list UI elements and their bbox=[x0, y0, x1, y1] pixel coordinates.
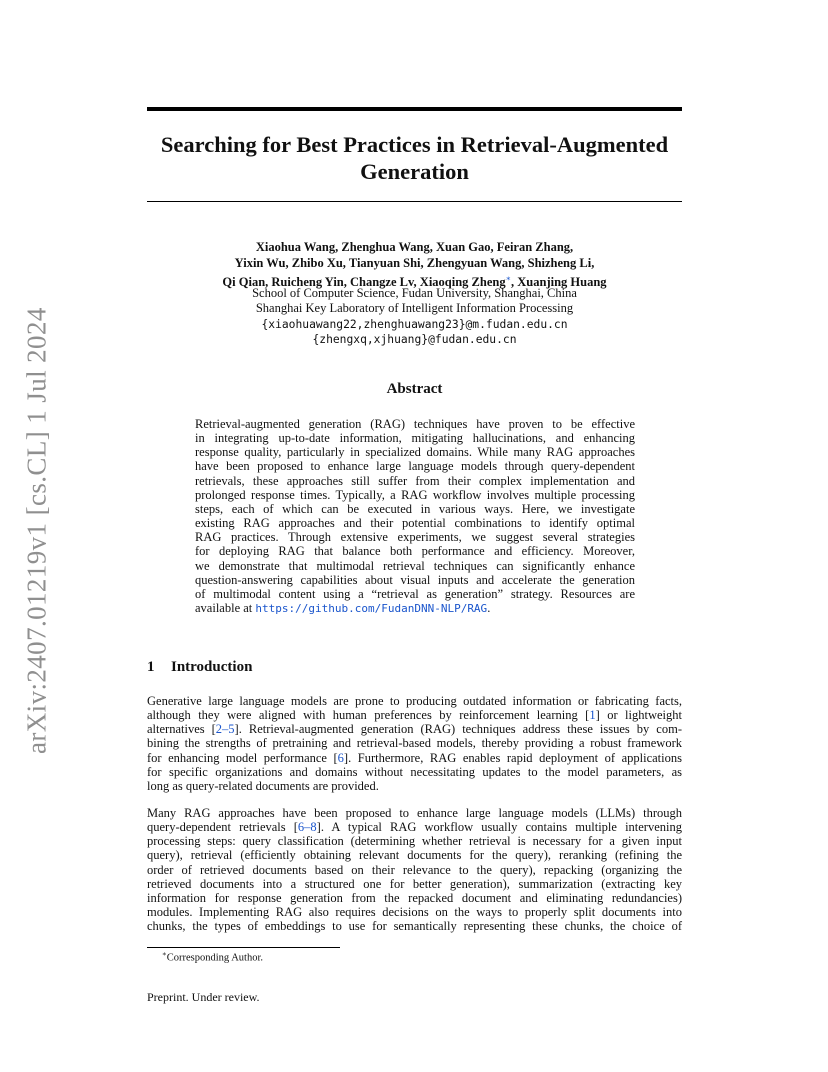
abstract-line: of multimodal content using a “retrieval as generation” strategy. Resources are bbox=[195, 586, 635, 601]
paragraph-line: Many RAG approaches have been proposed to enhance large language models (LLMs) through bbox=[147, 806, 682, 820]
paragraph-line: order of retrieved documents based on their relevance to the query), repacking (organizing the bbox=[147, 862, 682, 877]
affiliation-block bbox=[147, 286, 682, 348]
abstract-line: question-answering capabilities about visual inputs and accelerate the generation bbox=[195, 572, 635, 587]
paragraph-line: Generative large language models are prone to producing outdated information or fabricating facts, bbox=[147, 694, 682, 708]
paragraph-line: query), retrieval (efficiently obtaining relevant documents for the query), reranking (refining the bbox=[147, 848, 682, 863]
citation-link[interactable]: 2–5 bbox=[215, 722, 235, 737]
section-number: 1 bbox=[147, 659, 155, 675]
abstract-line: have been proposed to enhance large language models through query-dependent bbox=[195, 459, 635, 474]
arxiv-identifier: arXiv:2407.01219v1 [cs.CL] 1 Jul 2024 bbox=[21, 307, 52, 754]
abstract-heading: Abstract bbox=[386, 381, 443, 397]
intro-paragraph-1 bbox=[147, 694, 682, 793]
section-title: Introduction bbox=[171, 659, 253, 675]
affiliation-school: School of Computer Science, Fudan University, Shanghai, China bbox=[252, 286, 577, 300]
text-run: ]. Furthermore, RAG enables rapid deployment of applications bbox=[343, 750, 682, 765]
preprint-notice: Preprint. Under review. bbox=[147, 990, 260, 1004]
abstract-line: for deploying RAG that balance both performance and efficiency. Moreover, bbox=[195, 544, 635, 559]
github-link[interactable]: https://github.com/FudanDNN-NLP/RAG bbox=[255, 602, 488, 616]
abstract-line: RAG practices. Through extensive experiments, we suggest several strategies bbox=[195, 530, 635, 545]
author-line-1: Xiaohua Wang, Zhenghua Wang, Xuan Gao, Feiran Zhang, bbox=[255, 240, 574, 254]
author-line-3-end: , Xuanjing Huang bbox=[511, 275, 607, 290]
citation-link[interactable]: 6–8 bbox=[297, 820, 317, 835]
text-run: alternatives [ bbox=[147, 722, 216, 737]
abstract-line: steps, each of which can be executed in various ways. Here, we investigate bbox=[195, 501, 635, 516]
paragraph-line: retrieved documents into a structured one for better generation), summarization (extracting key bbox=[147, 876, 682, 891]
paragraph-line bbox=[147, 722, 682, 736]
paragraph-line: chunks, the types of embeddings to use for semantically representing these chunks, the choice of bbox=[147, 919, 682, 934]
abstract-line: existing RAG approaches and their potential combinations to identify optimal bbox=[195, 516, 635, 531]
abstract-line: Retrieval-augmented generation (RAG) techniques have proven to be effective bbox=[195, 417, 635, 431]
title-bottom-rule bbox=[147, 201, 682, 202]
title-top-rule bbox=[147, 107, 682, 111]
author-list bbox=[147, 239, 682, 291]
paragraph-line: long as query-related documents are provided. bbox=[147, 778, 379, 793]
abstract-body bbox=[195, 417, 635, 616]
text-run: although they were aligned with human preferences by reinforcement learning [ bbox=[147, 708, 590, 723]
paper-title bbox=[147, 131, 682, 185]
abstract-line: in integrating up-to-date information, mitigating hallucinations, and enhancing bbox=[195, 431, 635, 446]
paragraph-line: bining the strengths of pretraining and retrieval-based models, thereby providing a robust framework bbox=[147, 736, 682, 751]
footnote-text: Corresponding Author. bbox=[166, 952, 264, 964]
footnote bbox=[162, 950, 263, 964]
section-heading-introduction bbox=[147, 659, 252, 676]
abstract-line: retrievals, these approaches still suffer from their complex implementation and bbox=[195, 473, 635, 488]
paragraph-line: for specific organizations and domains without necessitating updates to the model parameters, as bbox=[147, 764, 682, 779]
footnote-mark: ∗ bbox=[162, 950, 167, 958]
intro-paragraph-2 bbox=[147, 806, 682, 933]
footnote-rule bbox=[147, 947, 340, 948]
text-run: ]. Retrieval-augmented generation (RAG) techniques address these issues by com- bbox=[234, 722, 682, 737]
email-line-1: {xiaohuawang22,zhenghuawang23}@m.fudan.edu.cn bbox=[261, 317, 568, 331]
abstract-line: we demonstrate that multimodal retrieval techniques can significantly enhance bbox=[195, 558, 635, 573]
paragraph-line: information for response generation from the repacked document and eliminating redundancies) bbox=[147, 890, 682, 905]
paragraph-line: processing steps: query classification (determining whether retrieval is necessary for a given input bbox=[147, 834, 682, 849]
abstract-last-line bbox=[195, 601, 635, 616]
email-line-2: {zhengxq,xjhuang}@fudan.edu.cn bbox=[312, 333, 517, 347]
abstract-line: prolonged response times. Typically, a RAG workflow involves multiple processing bbox=[195, 487, 635, 502]
paragraph-line bbox=[147, 751, 682, 765]
author-line-3-start: Qi Qian, Ruicheng Yin, Changze Lv, Xiaoqing Zheng bbox=[222, 275, 506, 290]
paragraph-line bbox=[147, 820, 682, 834]
citation-link[interactable]: 1 bbox=[589, 708, 596, 723]
corresponding-author-mark[interactable]: ∗ bbox=[505, 274, 512, 284]
abstract-line: response quality, particularly in specialized domains. While many RAG approaches bbox=[195, 445, 635, 460]
text-run: for enhancing model performance [ bbox=[147, 750, 338, 765]
text-run: ]. A typical RAG workflow usually contains multiple intervening bbox=[316, 820, 682, 835]
affiliation-lab: Shanghai Key Laboratory of Intelligent Information Processing bbox=[255, 301, 574, 316]
text-run: ] or lightweight bbox=[595, 708, 682, 723]
author-line-2: Yixin Wu, Zhibo Xu, Tianyuan Shi, Zhengyuan Wang, Shizheng Li, bbox=[234, 256, 595, 271]
paragraph-line bbox=[147, 708, 682, 722]
text-run: query-dependent retrievals [ bbox=[147, 820, 298, 835]
paragraph-line: modules. Implementing RAG also requires decisions on the ways to properly split documents into bbox=[147, 905, 682, 920]
title-line-1: Searching for Best Practices in Retrieval-Augmented bbox=[160, 132, 669, 157]
citation-link[interactable]: 6 bbox=[337, 750, 344, 765]
abstract-last-prefix: available at bbox=[195, 601, 256, 616]
title-line-2: Generation bbox=[360, 159, 469, 184]
abstract-last-suffix: . bbox=[487, 601, 491, 616]
